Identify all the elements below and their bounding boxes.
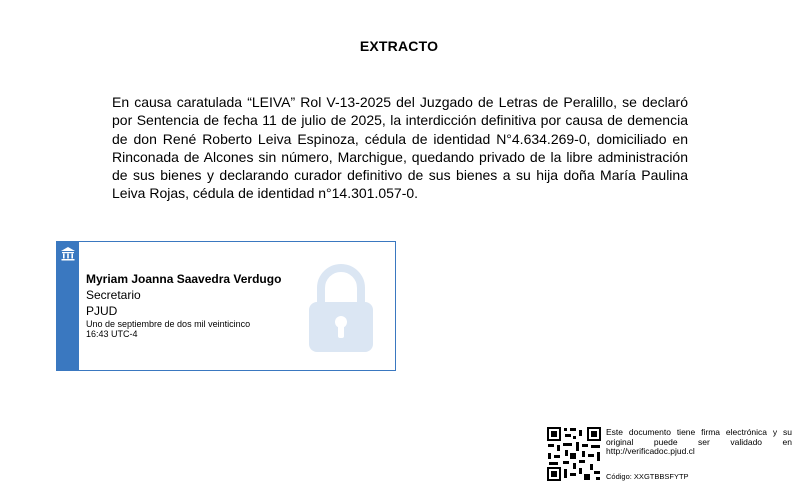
qr-code-icon xyxy=(546,426,602,482)
document-body: En causa caratulada “LEIVA” Rol V-13-2025 del Juzgado de Letras de Peralillo, se declaró por Sentencia de fecha 11 de julio de 2025, la interdicción definitiva por causa de demencia de don René Roberto Leiva Espinoza, cédula de identidad N°4.634.269-0, domiciliado en Rinconada de Alcones sin número, Marchigue, quedando privado de la libre administración de sus bienes y declarando curador definitivo de sus bienes a su hija doña María Paulina Leiva Rojas, cédula de identidad n°14.301.057-0. xyxy=(112,94,688,202)
signature-date: Uno de septiembre de dos mil veinticinco xyxy=(86,319,251,329)
signer-organization: PJUD xyxy=(86,304,118,318)
verification-code: Código: XXGTBBSFYTP xyxy=(606,472,689,481)
signature-box xyxy=(56,241,396,371)
signature-sidebar xyxy=(57,242,79,370)
signer-role: Secretario xyxy=(86,288,141,302)
signature-details xyxy=(86,272,281,339)
courthouse-icon xyxy=(60,246,76,262)
signer-name: Myriam Joanna Saavedra Verdugo xyxy=(86,272,282,286)
verification-block xyxy=(546,426,792,484)
document-title: EXTRACTO xyxy=(359,38,439,54)
lock-icon xyxy=(305,262,377,354)
verification-text: Este documento tiene firma electrónica y su original puede ser validado en http://verificadoc.pjud.cl xyxy=(606,427,792,456)
signature-time: 16:43 UTC-4 xyxy=(86,329,138,339)
